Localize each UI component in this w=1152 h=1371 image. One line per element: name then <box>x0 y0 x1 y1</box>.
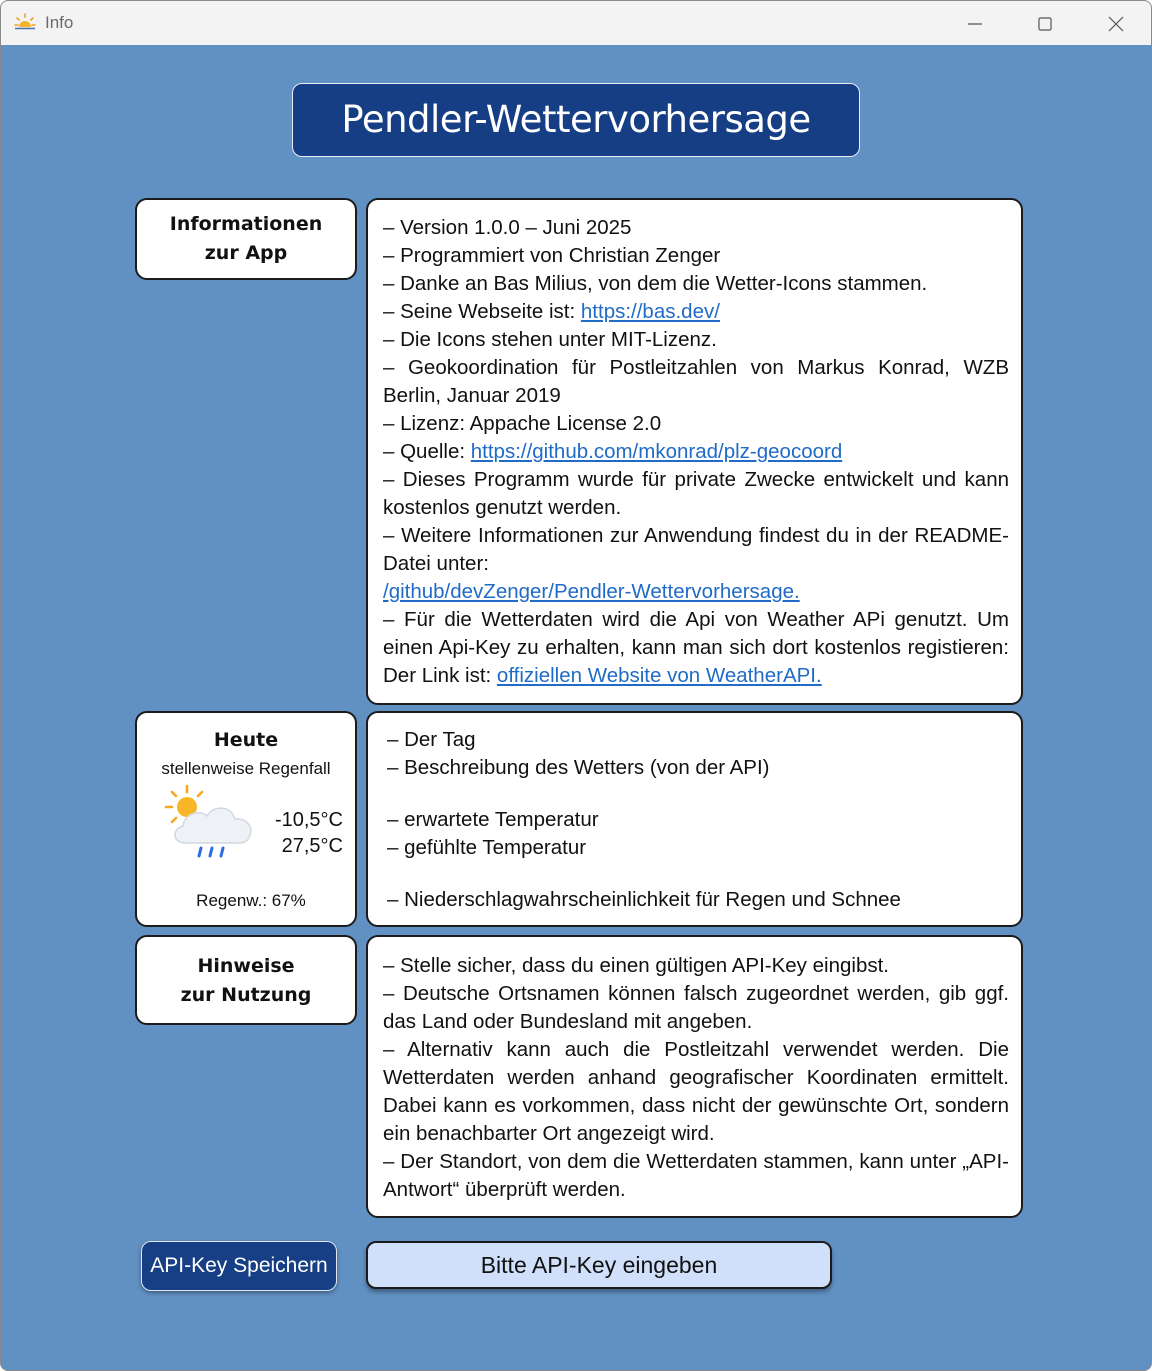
info-line <box>383 578 1009 606</box>
info-label-line1: Informationen <box>169 213 323 235</box>
hint-line: – Der Standort, von dem die Wetterdaten stammen, kann unter „API-Antwort“ überprüft werden. <box>383 1150 1009 1201</box>
info-line: – Dieses Programm wurde für private Zwecke entwickelt und kann kostenlos genutzt werden. <box>383 468 1009 519</box>
maximize-icon[interactable] <box>1034 13 1056 35</box>
partly-cloudy-rain-icon <box>163 785 259 859</box>
hints-label <box>135 935 357 1025</box>
hint-line: – Alternativ kann auch die Postleitzahl verwendet werden. Die Wetterdaten werden anhand geografischer Koordinaten ermittelt. Dabei kann es vorkommen, dass nicht der gewünschte Ort, sondern ein benachbarter Ort angezeigt wird. <box>383 1038 1009 1145</box>
info-line-text: – Quelle: <box>383 440 471 463</box>
legend-line: – Beschreibung des Wetters (von der API) <box>387 756 770 779</box>
hint-line: – Deutsche Ortsnamen können falsch zugeordnet werden, gib ggf. das Land oder Bundesland mit angeben. <box>383 982 1009 1033</box>
info-line: – Danke an Bas Milius, von dem die Wetter-Icons stammen. <box>383 272 928 295</box>
info-line <box>383 298 1009 326</box>
today-legend <box>366 711 1023 927</box>
info-content <box>366 198 1023 705</box>
hints-label-line1: Hinweise <box>197 955 295 977</box>
hint-line: – Stelle sicher, dass du einen gültigen API-Key eingibst. <box>383 954 889 977</box>
info-line: – Die Icons stehen unter MIT-Lizenz. <box>383 328 717 351</box>
info-line <box>383 438 1009 466</box>
legend-spacer <box>387 782 1009 806</box>
sun-app-icon <box>13 11 37 35</box>
rain-probability: Regenw.: 67% <box>196 891 306 910</box>
felt-temperature: 27,5°C <box>281 835 343 857</box>
legend-spacer <box>387 862 1009 886</box>
legend-line: – Niederschlagwahrscheinlichkeit für Regen und Schnee <box>387 888 901 911</box>
api-key-input[interactable]: Bitte API-Key eingeben <box>366 1241 832 1289</box>
title-bar[interactable] <box>1 1 1151 45</box>
window-title: Info <box>45 13 74 32</box>
info-line-text: – Für die Wetterdaten wird die Api von Weather APi genutzt. Um einen Api-Key zu erhalten, kann man sich dort kostenlos registieren: Der Link ist: <box>383 608 1009 687</box>
legend-line: – erwartete Temperatur <box>387 808 599 831</box>
legend-line: – gefühlte Temperatur <box>387 836 587 859</box>
weather-description: stellenweise Regenfall <box>161 759 331 778</box>
hints-content <box>366 935 1023 1218</box>
info-line: – Weitere Informationen zur Anwendung findest du in der README-Datei unter: <box>383 524 1009 575</box>
info-line: – Geokoordination für Postleitzahlen von Markus Konrad, WZB Berlin, Januar 2019 <box>383 356 1009 407</box>
expected-temperature: -10,5°C <box>274 809 343 831</box>
info-line-text: – Seine Webseite ist: <box>383 300 581 323</box>
basdev-link[interactable]: https://bas.dev/ <box>580 300 720 323</box>
page-title: Pendler-Wettervorhersage <box>292 83 860 157</box>
info-line: – Version 1.0.0 – Juni 2025 <box>383 216 632 239</box>
geocoord-link[interactable]: https://github.com/mkonrad/plz-geocoord <box>470 440 843 463</box>
save-api-key-button[interactable]: API-Key Speichern <box>141 1241 337 1291</box>
info-label-line2: zur App <box>204 242 288 264</box>
today-title: Heute <box>213 729 279 751</box>
info-line: – Lizenz: Appache License 2.0 <box>383 412 662 435</box>
client-area <box>1 45 1151 1370</box>
today-weather-card <box>135 711 357 927</box>
close-icon[interactable] <box>1105 13 1127 35</box>
info-line <box>383 606 1009 690</box>
readme-link[interactable]: /github/devZenger/Pendler-Wettervorhersage. <box>383 580 800 603</box>
weatherapi-link[interactable]: offiziellen Website von WeatherAPI. <box>496 664 822 687</box>
legend-line: – Der Tag <box>387 728 476 751</box>
minimize-icon[interactable] <box>964 13 986 35</box>
hints-label-line2: zur Nutzung <box>180 984 312 1006</box>
info-label <box>135 198 357 280</box>
info-line: – Programmiert von Christian Zenger <box>383 244 721 267</box>
